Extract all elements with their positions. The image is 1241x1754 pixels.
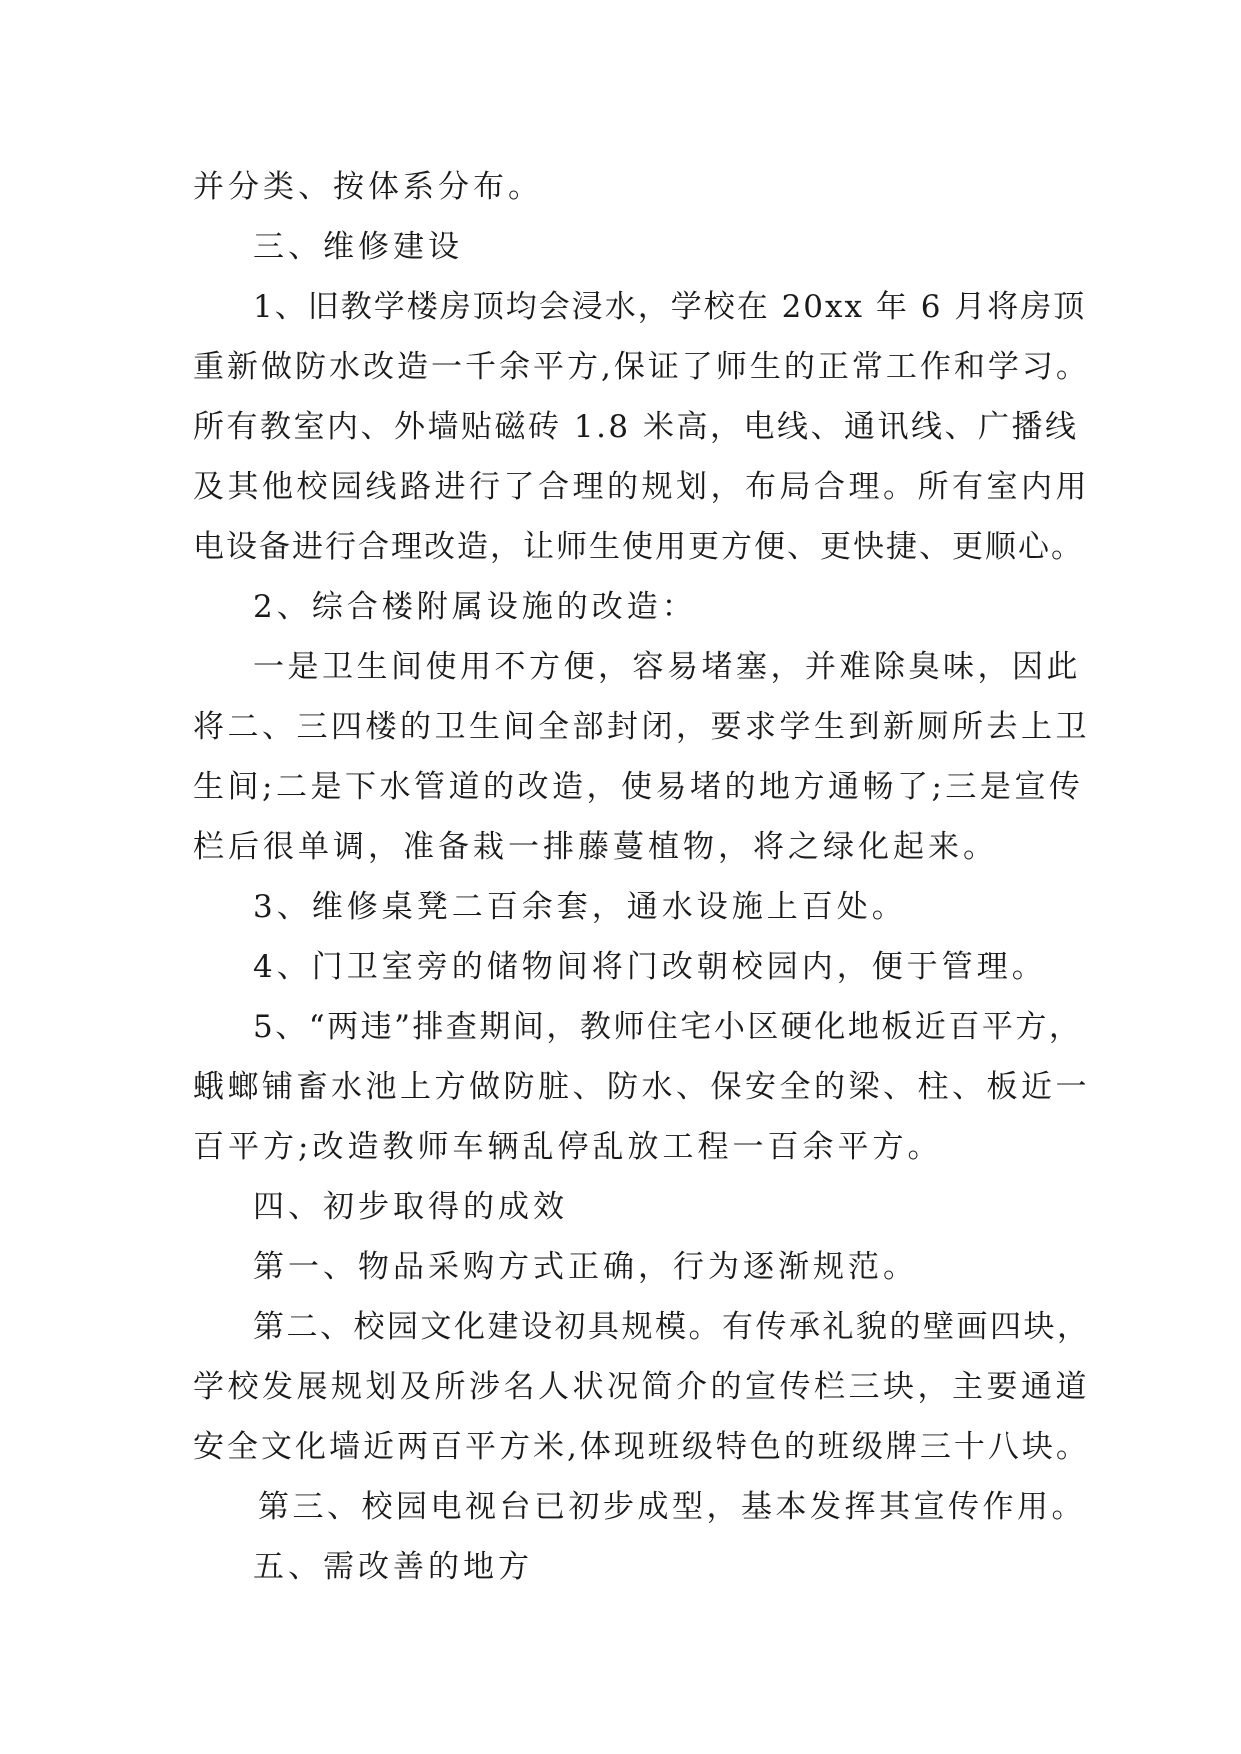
section-heading: 四、初步取得的成效 [253, 1189, 568, 1225]
text-line: 蛾螂铺畜水池上方做防脏、防水、保安全的梁、柱、板近一 [193, 1069, 1090, 1105]
text-line: 4、门卫室旁的储物间将门改朝校园内，便于管理。 [253, 949, 1047, 985]
text-line: 第三、校园电视台已初步成型，基本发挥其宣传作用。 [258, 1489, 1086, 1525]
text-line: 学校发展规划及所涉名人状况简介的宣传栏三块，主要通道 [193, 1369, 1090, 1405]
text-line: 百平方;改造教师车辆乱停乱放工程一百余平方。 [193, 1129, 943, 1165]
text-line: 3、维修桌凳二百余套，通水设施上百处。 [253, 889, 907, 925]
text-line: 将二、三四楼的卫生间全部封闭，要求学生到新厕所去上卫 [193, 709, 1090, 745]
text-line: 2、综合楼附属设施的改造： [253, 589, 697, 625]
text-line: 一是卫生间使用不方便，容易堵塞，并难除臭味，因此 [253, 649, 1081, 685]
text-line: 第一、物品采购方式正确，行为逐渐规范。 [253, 1249, 918, 1285]
text-line: 生间;二是下水管道的改造，使易堵的地方通畅了;三是宣传 [193, 769, 1084, 805]
text-line: 并分类、按体系分布。 [193, 169, 543, 205]
text-line: 1、旧教学楼房顶均会浸水，学校在 20xx 年 6 月将房顶 [253, 289, 1087, 325]
text-line: 安全文化墙近两百平方米,体现班级特色的班级牌三十八块。 [193, 1429, 1090, 1465]
text-line: 及其他校园线路进行了合理的规划，布局合理。所有室内用 [193, 469, 1090, 505]
text-line: 栏后很单调，准备栽一排藤蔓植物，将之绿化起来。 [193, 829, 998, 865]
section-heading: 三、维修建设 [253, 229, 463, 265]
text-line: 所有教室内、外墙贴磁砖 1.8 米高，电线、通讯线、广播线 [193, 409, 1079, 445]
text-line: 第二、校园文化建设初具规模。有传承礼貌的壁画四块， [253, 1309, 1091, 1345]
text-line: 电设备进行合理改造，让师生使用更方便、更快捷、更顺心。 [193, 529, 1084, 565]
section-heading: 五、需改善的地方 [253, 1549, 533, 1585]
text-line: 重新做防水改造一千余平方,保证了师生的正常工作和学习。 [193, 349, 1090, 385]
text-line: 5、“两违”排查期间，教师住宅小区硬化地板近百平方， [253, 1009, 1083, 1045]
